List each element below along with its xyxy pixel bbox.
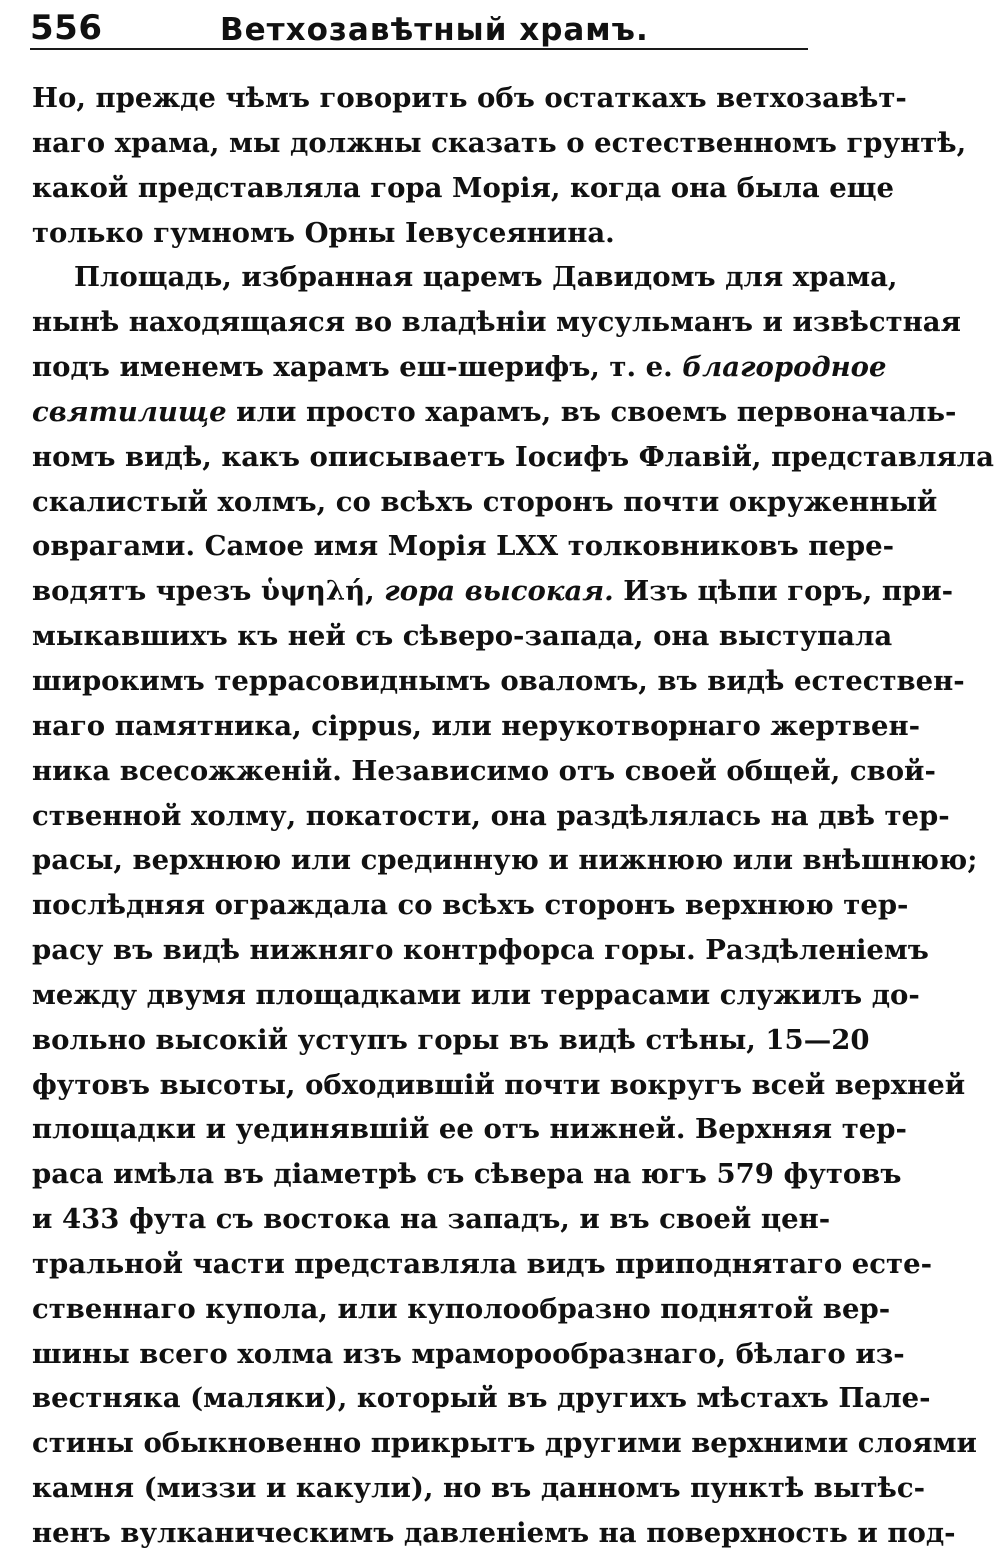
text-line: расы, верхнюю или срединную и нижнюю или внѣшнюю;	[32, 844, 978, 877]
text-line: широкимъ террасовиднымъ оваломъ, въ видѣ естествен-	[32, 664, 965, 697]
text-line: Но, прежде чѣмъ говорить объ остаткахъ ветхозавѣт-	[32, 82, 907, 114]
text-line: шины всего холма изъ мраморообразнаго, бѣлаго из-	[32, 1337, 905, 1370]
text-line: водятъ чрезъ ὑψηλή, гора высокая. Изъ цѣпи горъ, при-	[32, 575, 954, 608]
text-line: вольно высокій уступъ горы въ видѣ стѣны, 15—20	[32, 1023, 870, 1056]
text-line: только гумномъ Орны Іевусеянина.	[32, 216, 615, 249]
text-line: ственной холму, покатости, она раздѣлялась на двѣ тер-	[32, 799, 950, 832]
page-number: 556	[30, 8, 103, 48]
text-line: какой представляла гора Морія, когда она была еще	[32, 171, 895, 204]
paragraph	[32, 255, 994, 1555]
text-line: и 433 фута съ востока на западъ, и въ своей цен-	[32, 1203, 831, 1236]
italic-text: благородное	[682, 351, 887, 384]
text-line: послѣдняя ограждала со всѣхъ сторонъ верхнюю тер-	[32, 889, 909, 922]
text-line: оврагами. Самое имя Морія LXX толковниковъ пере-	[32, 530, 895, 563]
running-title: Ветхозавѣтный храмъ.	[220, 12, 649, 48]
text-line: нынѣ находящаяся во владѣніи мусульманъ и извѣстная	[32, 306, 961, 339]
text-line: наго памятника, cippus, или нерукотворнаго жертвен-	[32, 709, 921, 742]
text-line: стины обыкновенно прикрытъ другими верхними слоями	[32, 1427, 977, 1460]
text-line: ненъ вулканическимъ давленіемъ на поверхность и под-	[32, 1517, 956, 1549]
text-line: скалистый холмъ, со всѣхъ сторонъ почти окруженный	[32, 485, 938, 518]
text-line: Площадь, избранная царемъ Давидомъ для храма,	[74, 261, 898, 294]
text-line: святилище или просто харамъ, въ своемъ первоначаль-	[32, 395, 957, 428]
text-line: между двумя площадками или террасами служилъ до-	[32, 978, 920, 1011]
page-header	[30, 8, 808, 50]
text-line: ственнаго купола, или куполообразно поднятой вер-	[32, 1292, 891, 1325]
text-line: футовъ высоты, обходившій почти вокругъ всей верхней	[32, 1068, 966, 1101]
text-line: раса имѣла въ діаметрѣ съ сѣвера на югъ 579 футовъ	[32, 1158, 902, 1191]
paragraph	[32, 76, 967, 255]
body-text	[32, 76, 994, 1556]
italic-text: святилище	[32, 395, 227, 428]
text-line: ника всесожженій. Независимо отъ своей общей, свой-	[32, 754, 936, 787]
italic-text: гора высокая.	[384, 575, 614, 608]
text-line: расу въ видѣ нижняго контрфорса горы. Раздѣленіемъ	[32, 934, 929, 967]
text-line: камня (миззи и какули), но въ данномъ пунктѣ вытѣс-	[32, 1472, 926, 1505]
text-line: наго храма, мы должны сказать о естественномъ грунтѣ,	[32, 126, 967, 159]
text-line: вестняка (маляки), который въ другихъ мѣстахъ Пале-	[32, 1382, 931, 1415]
text-line: тральной части представляла видъ приподнятаго есте-	[32, 1247, 932, 1280]
text-line: площадки и уединявшій ее отъ нижней. Верхняя тер-	[32, 1113, 907, 1146]
text-line: подъ именемъ харамъ еш-шерифъ, т. е. благородное	[32, 351, 887, 384]
text-line: мыкавшихъ къ ней съ сѣверо-запада, она выступала	[32, 620, 893, 653]
text-line: номъ видѣ, какъ описываетъ Іосифъ Флавій, представляла	[32, 440, 994, 473]
